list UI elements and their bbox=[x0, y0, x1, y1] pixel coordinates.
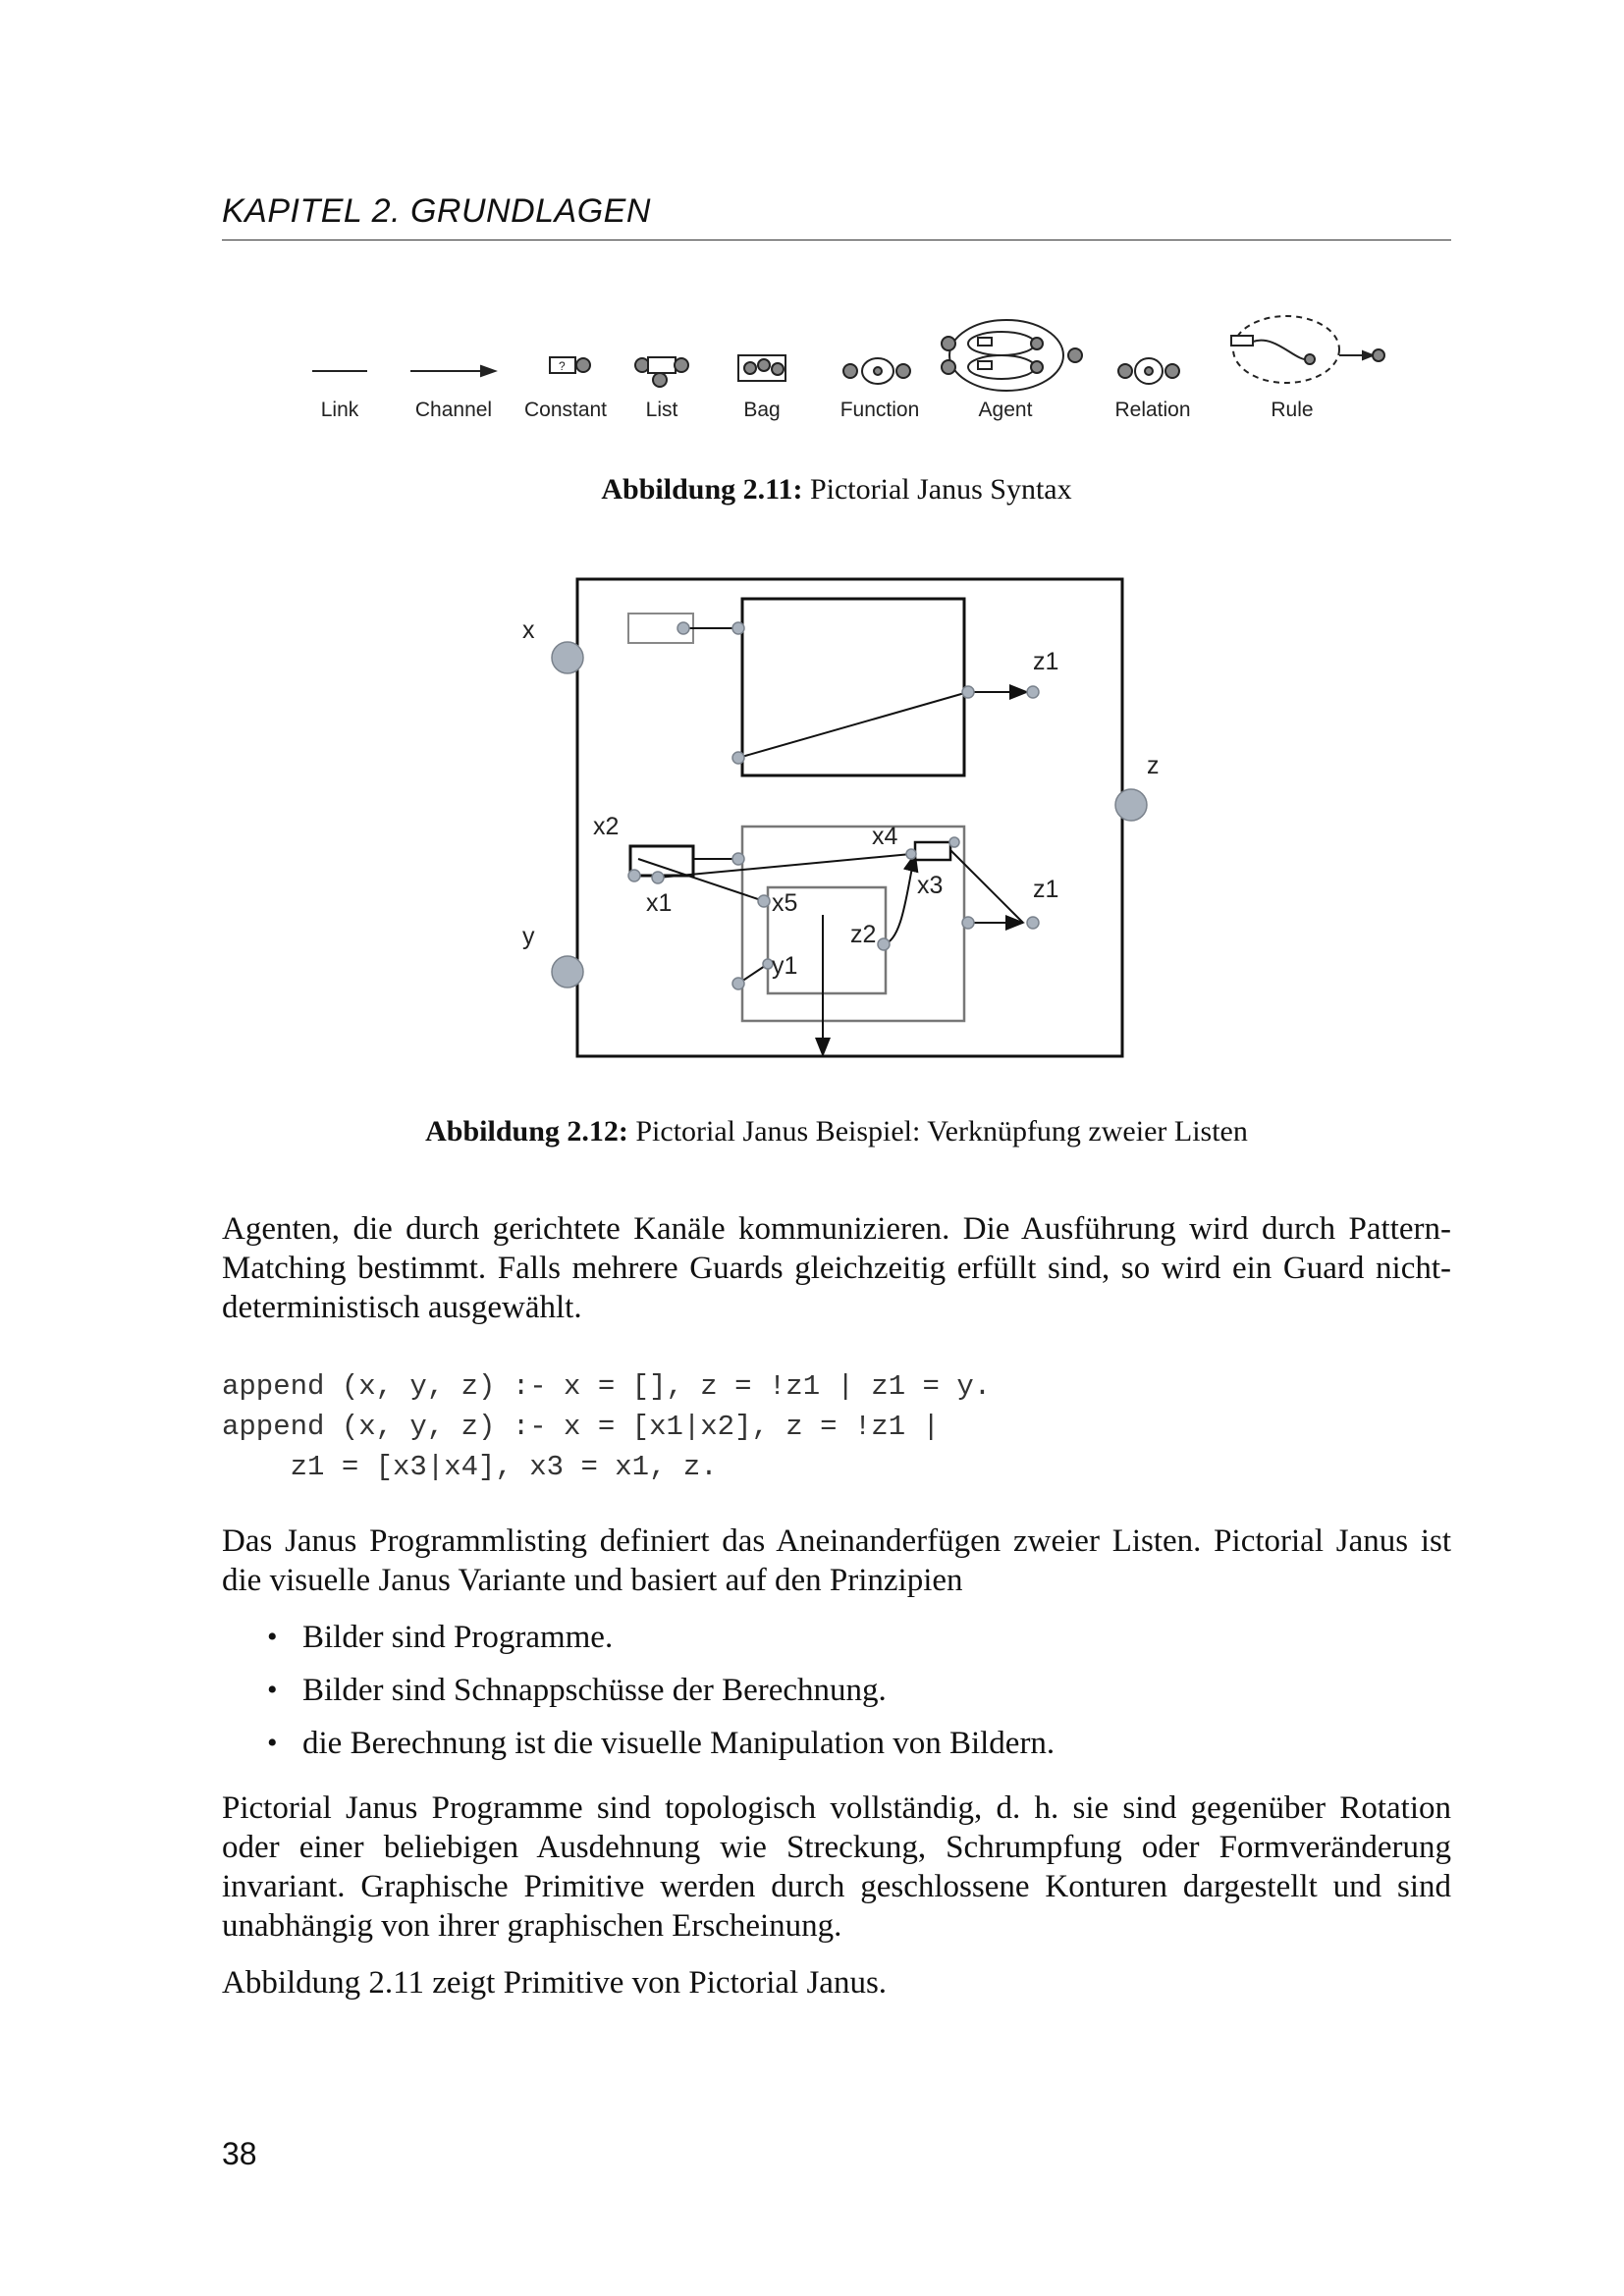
upper-rule-box bbox=[742, 599, 964, 775]
list-item: • Bilder sind Programme. bbox=[222, 1618, 1451, 1657]
figure-2-11-caption bbox=[222, 473, 1451, 507]
code-line: append (x, y, z) :- x = [], z = !z1 | z1 = y. bbox=[222, 1370, 992, 1403]
code-listing bbox=[222, 1366, 1451, 1487]
code-line: z1 = [x3|x4], x3 = x1, z. bbox=[222, 1451, 718, 1483]
list-icon bbox=[635, 357, 688, 387]
paragraph-agents: Agenten, die durch gerichtete Kanäle kommunizieren. Die Ausführung wird durch Pattern-Matching bestimmt. Falls mehrere Guards gleichzeitig erfüllt sind, so wird ein Guard nicht-deterministisch ausgewählt. bbox=[222, 1211, 1451, 1325]
primitive-label-link: Link bbox=[320, 399, 359, 421]
label-x5: x5 bbox=[772, 889, 798, 917]
channel-icon bbox=[410, 366, 495, 376]
label-z2: z2 bbox=[850, 921, 877, 948]
primitive-label-relation: Relation bbox=[1114, 399, 1191, 421]
label-z1-bottom: z1 bbox=[1033, 876, 1059, 903]
primitive-label-constant: Constant bbox=[523, 399, 608, 421]
list-item: • Bilder sind Schnappschüsse der Berechnung. bbox=[222, 1671, 1451, 1710]
caption-label: Abbildung 2.12: bbox=[425, 1115, 628, 1148]
primitive-label-agent: Agent bbox=[978, 399, 1033, 421]
relation-icon bbox=[1118, 358, 1179, 384]
figure-2-11 bbox=[285, 304, 1394, 432]
label-x1: x1 bbox=[646, 889, 673, 917]
paragraph-topology: Pictorial Janus Programme sind topologisch vollständig, d. h. sie sind gegenüber Rotation oder einer beliebigen Ausdehnung wie Streckung, Schrumpfung oder Formveränderung invariant. Graphische Primitive werden durch geschlossene Konturen dargestellt und sind unabhängig von ihrer graphischen Erscheinung. bbox=[222, 1790, 1451, 1944]
label-z: z bbox=[1147, 752, 1160, 779]
svg-text:?: ? bbox=[559, 359, 566, 373]
caption-text: Pictorial Janus Syntax bbox=[802, 473, 1072, 506]
bag-icon bbox=[738, 355, 785, 381]
primitive-label-channel: Channel bbox=[414, 399, 493, 421]
paragraph-reference: Abbildung 2.11 zeigt Primitive von Pictorial Janus. bbox=[222, 1965, 888, 2001]
label-y1: y1 bbox=[772, 952, 798, 980]
figure-2-12-caption bbox=[222, 1115, 1451, 1148]
port-x bbox=[552, 642, 583, 673]
port-z bbox=[1115, 789, 1147, 821]
function-icon bbox=[843, 358, 910, 384]
label-z1-top: z1 bbox=[1033, 648, 1059, 675]
list-box-x2 bbox=[630, 846, 693, 876]
agent-icon bbox=[942, 320, 1082, 391]
code-line: append (x, y, z) :- x = [x1|x2], z = !z1 | bbox=[222, 1411, 940, 1443]
running-head: KAPITEL 2. GRUNDLAGEN bbox=[222, 192, 651, 230]
label-y: y bbox=[522, 923, 535, 950]
principles-list bbox=[222, 1618, 1451, 1777]
figure-2-12 bbox=[511, 560, 1198, 1070]
label-x3: x3 bbox=[917, 872, 944, 899]
primitives-icons bbox=[285, 304, 1394, 398]
paragraph-listing: Das Janus Programmlisting definiert das Aneinanderfügen zweier Listen. Pictorial Janus ist die visuelle Janus Variante und basiert auf den Prinzipien bbox=[222, 1523, 1451, 1598]
label-x: x bbox=[522, 616, 535, 644]
list-item: • die Berechnung ist die visuelle Manipulation von Bildern. bbox=[222, 1724, 1451, 1763]
primitive-label-bag: Bag bbox=[743, 399, 781, 421]
label-x4: x4 bbox=[872, 823, 898, 850]
constant-icon bbox=[550, 357, 590, 373]
list-box-x4 bbox=[915, 842, 950, 860]
label-x2: x2 bbox=[593, 813, 620, 840]
primitive-label-list: List bbox=[645, 399, 678, 421]
caption-label: Abbildung 2.11: bbox=[601, 473, 803, 506]
port-y bbox=[552, 956, 583, 988]
primitive-label-rule: Rule bbox=[1271, 399, 1314, 421]
page-number: 38 bbox=[222, 2136, 257, 2171]
primitive-label-function: Function bbox=[839, 399, 920, 421]
caption-text: Pictorial Janus Beispiel: Verknüpfung zweier Listen bbox=[627, 1115, 1248, 1148]
rule-icon bbox=[1231, 316, 1384, 383]
